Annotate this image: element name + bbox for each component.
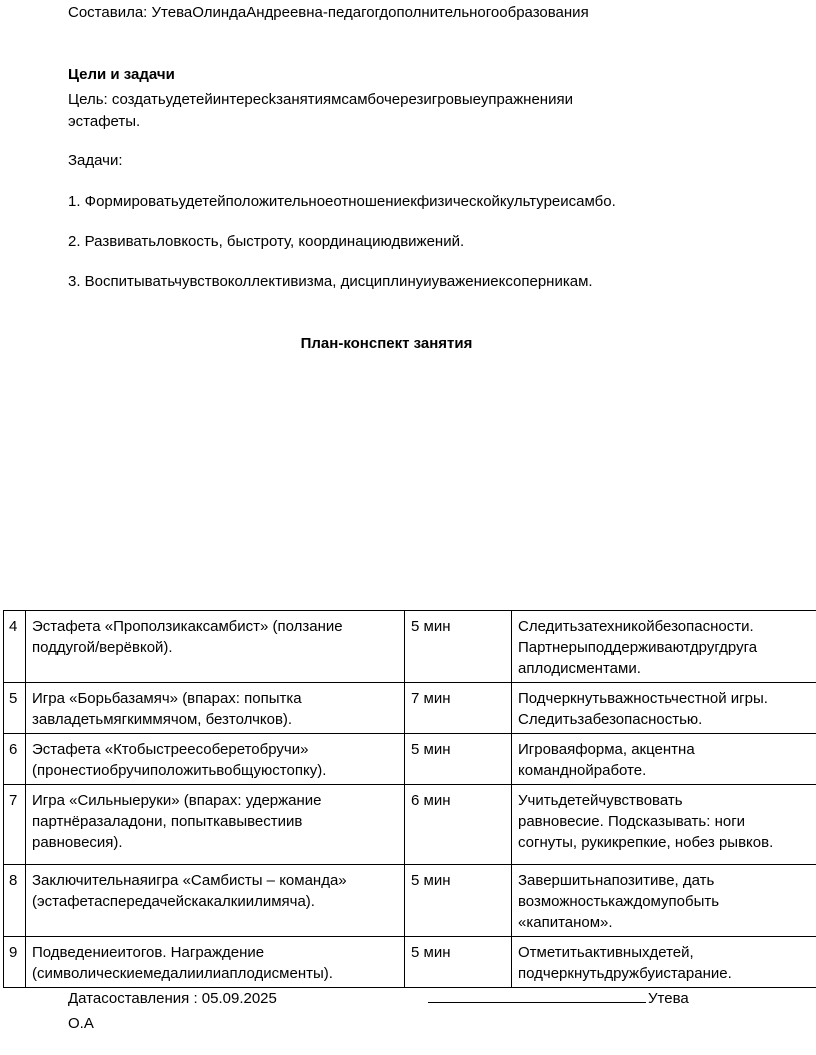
activity-cell xyxy=(26,683,405,734)
notes-cell-line: команднойработе. xyxy=(518,762,647,779)
goals-heading: Цели и задачи xyxy=(68,66,175,83)
notes-cell-line: аплодисментами. xyxy=(518,660,641,677)
task-item-2: 2. Развиватьловкость, быстроту, координациюдвижений. xyxy=(68,233,465,250)
goal-line-1: Цель: создатьудетейинтересkзанятиямсамбочерезигровыеупражненияи xyxy=(68,91,573,108)
notes-cell-line: согнуты, рукикрепкие, нобез рывков. xyxy=(518,834,774,851)
activity-cell-line: Заключительнаяигра «Самбисты – команда» xyxy=(32,872,347,889)
notes-cell xyxy=(512,937,816,988)
plan-title: План-конспект занятия xyxy=(300,335,473,352)
time-cell: 5 мин xyxy=(405,937,512,988)
notes-cell-line: Партнерыподдерживаютдругдруга xyxy=(518,639,758,656)
tasks-heading: Задачи: xyxy=(68,152,123,169)
notes-cell-line: Отметитьактивныхдетей, xyxy=(518,944,694,961)
notes-cell-line: «капитаном». xyxy=(518,914,613,931)
notes-cell-line: Следитьзатехникойбезопасности. xyxy=(518,618,754,635)
time-cell: 5 мин xyxy=(405,611,512,683)
activity-cell-line: Эстафета «Ктобыстреесоберетобручи» xyxy=(32,741,309,758)
notes-cell xyxy=(512,683,816,734)
time-cell: 7 мин xyxy=(405,683,512,734)
activity-cell-line: (пронестиобручиположитьвобщуюстопку). xyxy=(32,762,327,779)
activity-cell-line: Игра «Борьбазамяч» (впарах: попытка xyxy=(32,690,302,707)
activity-cell xyxy=(26,937,405,988)
signature-initials: О.А xyxy=(68,1015,94,1032)
plan-row xyxy=(4,937,816,988)
plan-row xyxy=(4,683,816,734)
activity-cell xyxy=(26,734,405,785)
activity-cell-line: поддугой/верёвкой). xyxy=(32,639,173,656)
row-number: 9 xyxy=(4,937,26,988)
time-cell: 6 мин xyxy=(405,785,512,865)
activity-cell xyxy=(26,865,405,937)
activity-cell-line: равновесия). xyxy=(32,834,123,851)
activity-cell-line: завладетьмягкиммячом, безтолчков). xyxy=(32,711,293,728)
date-label: Датасоставления : 05.09.2025 xyxy=(68,990,277,1007)
activity-cell-line: Игра «Сильныеруки» (впарах: удержание xyxy=(32,792,322,809)
goal-line-2: эстафеты. xyxy=(68,113,141,130)
activity-cell-line: (эстафетаспередачейскакалкиилимяча). xyxy=(32,893,315,910)
notes-cell xyxy=(512,611,816,683)
notes-cell xyxy=(512,865,816,937)
notes-cell-line: подчеркнутьдружбуистарание. xyxy=(518,965,732,982)
row-number: 7 xyxy=(4,785,26,865)
task-item-3: 3. Воспитыватьчувствоколлективизма, дисциплинуиуважениексоперникам. xyxy=(68,273,593,290)
notes-cell-line: равновесие. Подсказывать: ноги xyxy=(518,813,746,830)
activity-cell xyxy=(26,611,405,683)
notes-cell-line: Завершитьнапозитиве, дать xyxy=(518,872,715,889)
row-number: 6 xyxy=(4,734,26,785)
plan-table xyxy=(3,610,816,988)
plan-row xyxy=(4,865,816,937)
signature-name: Утева xyxy=(648,990,689,1007)
notes-cell-line: Учитьдетейчувствовать xyxy=(518,792,683,809)
notes-cell-line: Подчеркнутьважностьчестной игры. xyxy=(518,690,768,707)
notes-cell-line: Следитьзабезопасностью. xyxy=(518,711,703,728)
notes-cell-line: возможностькаждомупобыть xyxy=(518,893,720,910)
activity-cell-line: (символическиемедалиилиаплодисменты). xyxy=(32,965,333,982)
time-cell: 5 мин xyxy=(405,734,512,785)
row-number: 5 xyxy=(4,683,26,734)
plan-row xyxy=(4,611,816,683)
signature-block xyxy=(428,988,689,1009)
signature-line xyxy=(428,988,646,1003)
activity-cell xyxy=(26,785,405,865)
notes-cell xyxy=(512,734,816,785)
notes-cell-line: Игроваяформа, акцентна xyxy=(518,741,695,758)
notes-cell xyxy=(512,785,816,865)
task-item-1: 1. Формироватьудетейположительноеотношениекфизическойкультуреисамбо. xyxy=(68,193,616,210)
row-number: 4 xyxy=(4,611,26,683)
activity-cell-line: Эстафета «Проползикаксамбист» (ползание xyxy=(32,618,343,635)
author-line: Составила: УтеваОлиндаАндреевна-педагогдополнительногообразования xyxy=(68,4,589,21)
activity-cell-line: Подведениеитогов. Награждение xyxy=(32,944,265,961)
row-number: 8 xyxy=(4,865,26,937)
activity-cell-line: партнёразаладони, попыткавывестиив xyxy=(32,813,303,830)
time-cell: 5 мин xyxy=(405,865,512,937)
plan-row xyxy=(4,734,816,785)
plan-row xyxy=(4,785,816,865)
